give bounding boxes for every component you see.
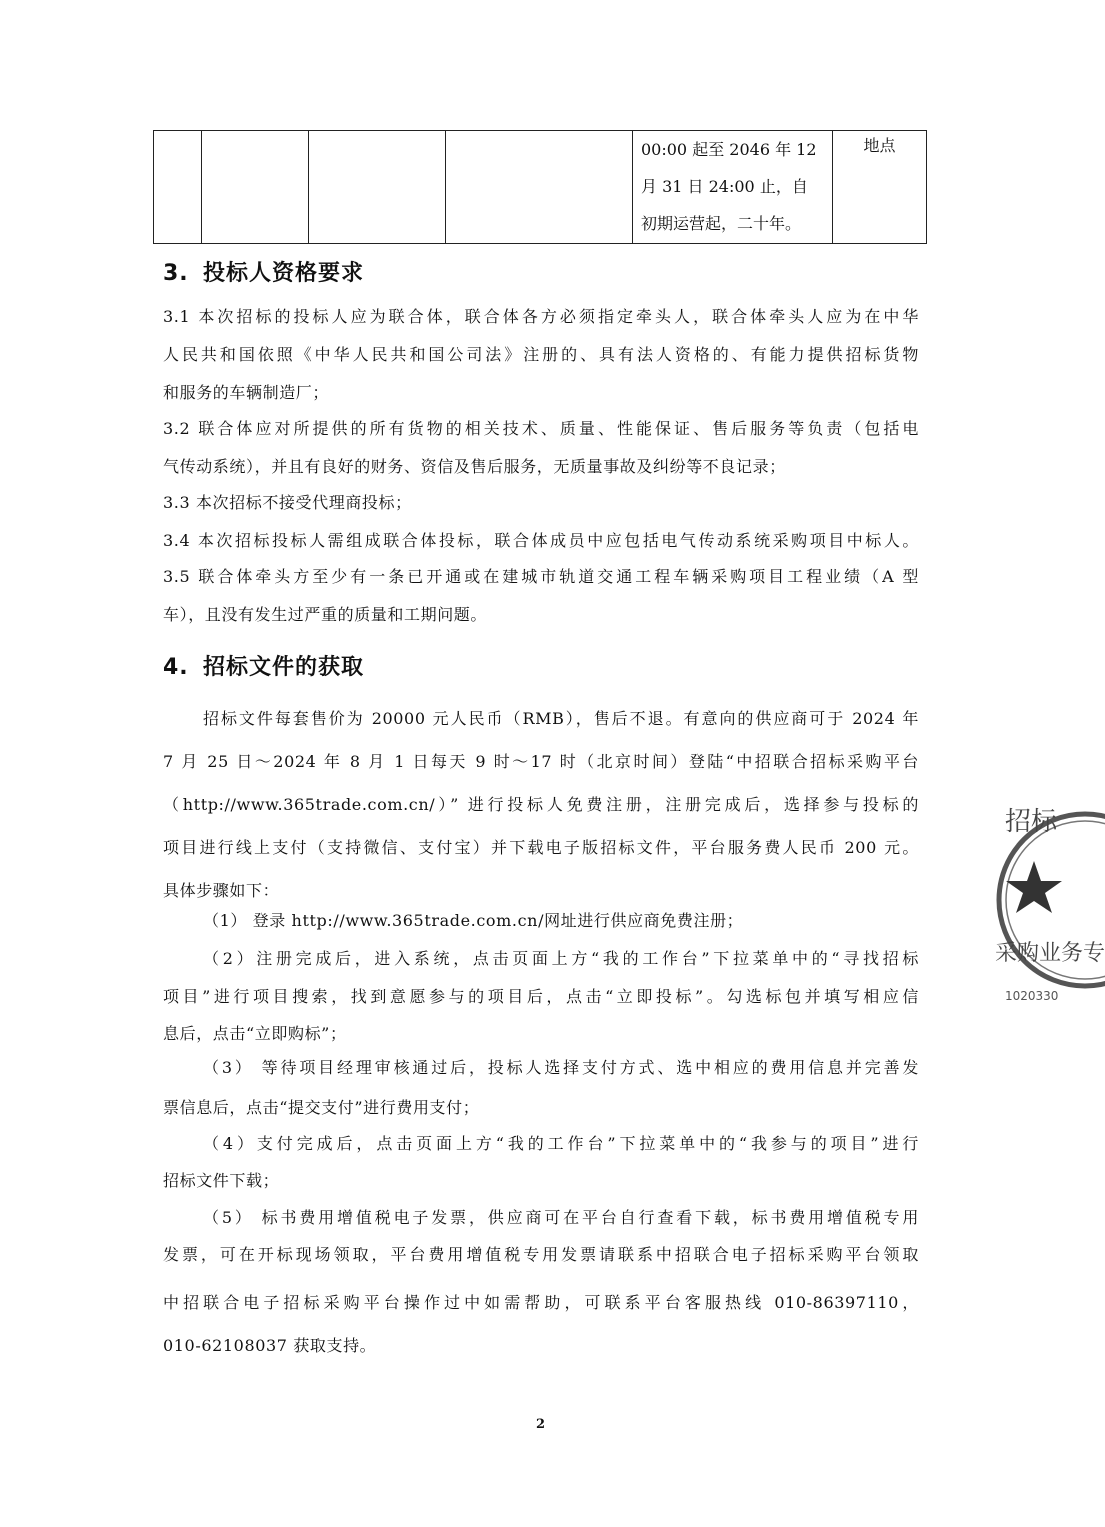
paragraph-line: 招标文件每套售价为 20000 元人民币（RMB），售后不退。有意向的供应商可于 2024 年 bbox=[203, 709, 919, 728]
table-cell bbox=[446, 131, 633, 244]
paragraph-line: 010-62108037 获取支持。 bbox=[163, 1336, 377, 1355]
paragraph-line: 3.4 本次招标投标人需组成联合体投标，联合体成员中应包括电气传动系统采购项目中标人。 bbox=[163, 531, 919, 550]
page-number: 2 bbox=[536, 1417, 546, 1432]
table-cell bbox=[154, 131, 202, 244]
paragraph-line: （http://www.365trade.com.cn/）” 进行投标人免费注册，注册完成后，选择参与投标的 bbox=[163, 795, 919, 814]
paragraph-line: 气传动系统），并且有良好的财务、资信及售后服务，无质量事故及纠纷等不良记录； bbox=[163, 457, 786, 476]
location-text: 地点 bbox=[863, 136, 896, 155]
step-line: （5） 标书费用增值税电子发票，供应商可在平台自行查看下载，标书费用增值税专用 bbox=[203, 1208, 919, 1227]
seal-bottom-text: 采购业务专 bbox=[995, 941, 1105, 966]
paragraph-line: 3.5 联合体牵头方至少有一条已开通或在建城市轨道交通工程车辆采购项目工程业绩（A 型 bbox=[163, 567, 919, 586]
step-line: 票信息后，点击“提交支付”进行费用支付； bbox=[163, 1098, 480, 1117]
paragraph-line: 3.1 本次招标的投标人应为联合体，联合体各方必须指定牵头人，联合体牵头人应为在中华 bbox=[163, 307, 919, 326]
paragraph-line: 7 月 25 日～2024 年 8 月 1 日每天 9 时～17 时（北京时间）登陆“中招联合招标采购平台 bbox=[163, 752, 919, 771]
section-title: 招标文件的获取 bbox=[203, 655, 365, 680]
section-4-heading bbox=[163, 650, 364, 681]
period-line: 00:00 起至 2046 年 12 bbox=[641, 140, 817, 159]
step-line: （1） 登录 http://www.365trade.com.cn/网址进行供应商免费注册； bbox=[203, 911, 744, 930]
step-line: 项目”进行项目搜索，找到意愿参与的项目后，点击“立即投标”。勾选标包并填写相应信 bbox=[163, 987, 919, 1006]
paragraph-line: 3.3 本次招标不接受代理商投标； bbox=[163, 493, 412, 512]
section-title: 投标人资格要求 bbox=[203, 261, 365, 286]
step-line: （4）支付完成后，点击页面上方“我的工作台”下拉菜单中的“我参与的项目”进行 bbox=[203, 1134, 919, 1153]
paragraph-line: 车），且没有发生过严重的质量和工期问题。 bbox=[163, 605, 488, 624]
step-line: 发票，可在开标现场领取，平台费用增值税专用发票请联系中招联合电子招标采购平台领取 bbox=[163, 1245, 919, 1264]
service-period-cell bbox=[633, 131, 833, 244]
period-line: 月 31 日 24:00 止，自 bbox=[641, 177, 808, 196]
step-line: 招标文件下载； bbox=[163, 1171, 280, 1190]
step-line: （2）注册完成后，进入系统，点击页面上方“我的工作台”下拉菜单中的“寻找招标 bbox=[203, 949, 919, 968]
bid-table-fragment bbox=[153, 130, 927, 244]
seal-serial: 1020330 bbox=[1005, 989, 1059, 1003]
section-number: 3. bbox=[163, 261, 189, 286]
paragraph-line: 3.2 联合体应对所提供的所有货物的相关技术、质量、性能保证、售后服务等负责（包括电 bbox=[163, 419, 919, 438]
paragraph-line: 人民共和国依照《中华人民共和国公司法》注册的、具有法人资格的、有能力提供招标货物 bbox=[163, 345, 919, 364]
table-row bbox=[154, 131, 927, 244]
step-line: （3） 等待项目经理审核通过后，投标人选择支付方式、选中相应的费用信息并完善发 bbox=[203, 1058, 919, 1077]
paragraph-line: 和服务的车辆制造厂； bbox=[163, 383, 330, 402]
location-cell bbox=[833, 131, 927, 244]
section-number: 4. bbox=[163, 655, 189, 680]
paragraph-line: 中招联合电子招标采购平台操作过中如需帮助，可联系平台客服热线 010-86397110， bbox=[163, 1293, 919, 1312]
seal-top-text: 招标 bbox=[1005, 807, 1058, 837]
paragraph-line: 项目进行线上支付（支持微信、支付宝）并下载电子版招标文件，平台服务费人民币 200 元。 bbox=[163, 838, 919, 857]
official-seal-icon bbox=[995, 785, 1105, 1015]
table-cell bbox=[309, 131, 446, 244]
period-line: 初期运营起，二十年。 bbox=[641, 214, 802, 233]
section-3-heading bbox=[163, 256, 364, 287]
paragraph-line: 具体步骤如下： bbox=[163, 881, 280, 900]
step-line: 息后，点击“立即购标”； bbox=[163, 1024, 347, 1043]
table-cell bbox=[202, 131, 309, 244]
